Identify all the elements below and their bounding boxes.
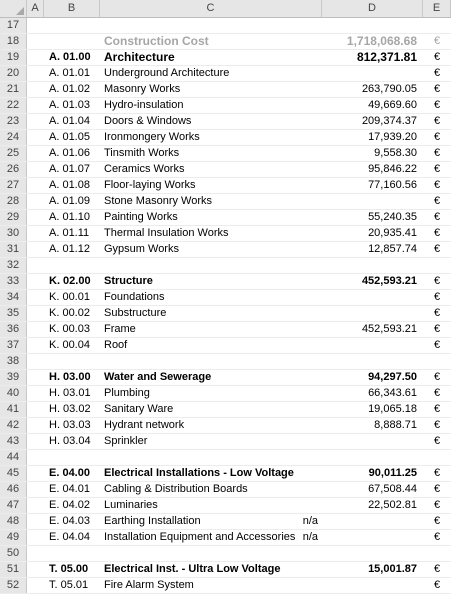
row-number[interactable]: 29: [0, 210, 27, 225]
table-row: [0, 178, 451, 194]
row-number[interactable]: 18: [0, 34, 27, 49]
cell-a[interactable]: [27, 562, 44, 577]
table-row: [0, 354, 451, 370]
description-text: Sprinkler: [104, 435, 148, 447]
cell-code[interactable]: A. 01.05: [49, 131, 90, 143]
cell-value[interactable]: 8,888.71: [374, 419, 417, 431]
table-row: [0, 98, 451, 114]
table-row: [0, 162, 451, 178]
cell-code[interactable]: [44, 34, 100, 49]
cell-code[interactable]: [44, 450, 100, 465]
cell-value[interactable]: 95,846.22: [368, 163, 417, 175]
sheet-rows: [0, 18, 451, 594]
table-row: [0, 82, 451, 98]
cell-value[interactable]: 22,502.81: [368, 499, 417, 511]
row-number[interactable]: 44: [0, 450, 27, 465]
table-row: [0, 498, 451, 514]
table-row: [0, 306, 451, 322]
cell-currency[interactable]: €: [433, 35, 441, 47]
description-text: Roof: [104, 339, 128, 351]
row-number[interactable]: 49: [0, 530, 27, 545]
row-number[interactable]: 40: [0, 386, 27, 401]
description-text: Underground Architecture: [104, 67, 230, 79]
cell-currency[interactable]: €: [433, 243, 441, 255]
row-number[interactable]: 22: [0, 98, 27, 113]
cell-currency[interactable]: €: [433, 499, 441, 511]
description-text: Hydro-insulation: [104, 99, 184, 111]
cell-a[interactable]: [27, 530, 44, 545]
cell-a[interactable]: [27, 386, 44, 401]
table-row: [0, 194, 451, 210]
row-number[interactable]: 32: [0, 258, 27, 273]
cell-code[interactable]: H. 03.03: [49, 419, 91, 431]
cell-currency[interactable]: €: [433, 483, 441, 495]
cell-description[interactable]: [100, 274, 322, 289]
cell-code[interactable]: K. 02.00: [49, 275, 91, 287]
description-text: Installation Equipment and Accessories: [104, 531, 296, 543]
description-text: Cabling & Distribution Boards: [104, 483, 248, 495]
description-text: Ceramics Works: [104, 163, 185, 175]
cell-description[interactable]: [100, 418, 322, 433]
cell-code[interactable]: [44, 18, 100, 33]
table-row: [0, 338, 451, 354]
cell-description[interactable]: [100, 18, 322, 33]
select-all-corner[interactable]: [0, 0, 27, 17]
cell-currency[interactable]: €: [433, 179, 441, 191]
cell-a[interactable]: [27, 450, 44, 465]
table-row: [0, 210, 451, 226]
row-number[interactable]: 50: [0, 546, 27, 561]
cell-a[interactable]: [27, 146, 44, 161]
cell-currency[interactable]: €: [433, 275, 441, 287]
cell-a[interactable]: [27, 18, 44, 33]
description-text: Water and Sewerage: [104, 371, 212, 383]
cell-a[interactable]: [27, 242, 44, 257]
note-text: n/a: [302, 515, 318, 527]
cell-value[interactable]: 452,593.21: [361, 323, 417, 335]
cell-value[interactable]: 77,160.56: [368, 179, 417, 191]
row-number[interactable]: 24: [0, 130, 27, 145]
cell-a[interactable]: [27, 402, 44, 417]
table-row: [0, 274, 451, 290]
table-row: [0, 290, 451, 306]
cell-a[interactable]: [27, 258, 44, 273]
cell-currency[interactable]: €: [433, 211, 441, 223]
cell-description[interactable]: [100, 514, 322, 529]
table-row: [0, 130, 451, 146]
cell-description[interactable]: [100, 546, 322, 561]
row-number[interactable]: 23: [0, 114, 27, 129]
table-row: [0, 242, 451, 258]
row-number[interactable]: 34: [0, 290, 27, 305]
cell-value[interactable]: [322, 306, 423, 321]
description-text: Earthing Installation: [104, 515, 201, 527]
cell-code[interactable]: E. 04.01: [49, 483, 90, 495]
table-row: [0, 530, 451, 546]
table-row: [0, 482, 451, 498]
cell-description[interactable]: [100, 498, 322, 513]
cell-value[interactable]: 1,718,068.68: [346, 34, 417, 48]
cell-value[interactable]: [322, 66, 423, 81]
cell-code[interactable]: A. 01.09: [49, 195, 90, 207]
cell-description[interactable]: [100, 114, 322, 129]
description-text: Electrical Installations - Low Voltage: [104, 467, 294, 479]
row-number[interactable]: 42: [0, 418, 27, 433]
description-text: Electrical Inst. - Ultra Low Voltage: [104, 563, 281, 575]
cell-description[interactable]: [100, 130, 322, 145]
table-row: [0, 226, 451, 242]
table-row: [0, 450, 451, 466]
cell-currency[interactable]: €: [433, 339, 441, 351]
cell-a[interactable]: [27, 82, 44, 97]
cell-currency[interactable]: [423, 18, 451, 33]
description-text: Gypsum Works: [104, 243, 179, 255]
row-number[interactable]: 33: [0, 274, 27, 289]
cell-code[interactable]: T. 05.01: [49, 579, 89, 591]
cell-code[interactable]: [44, 354, 100, 369]
cell-a[interactable]: [27, 370, 44, 385]
cell-code[interactable]: A. 01.03: [49, 99, 90, 111]
column-header-b[interactable]: B: [44, 0, 100, 17]
cell-value[interactable]: [322, 338, 423, 353]
row-number[interactable]: 47: [0, 498, 27, 513]
cell-value[interactable]: 90,011.25: [368, 467, 417, 479]
cell-a[interactable]: [27, 482, 44, 497]
cell-description[interactable]: [100, 34, 322, 49]
row-number[interactable]: 52: [0, 578, 27, 593]
cell-currency[interactable]: €: [433, 323, 441, 335]
table-row: [0, 578, 451, 594]
cell-currency[interactable]: €: [433, 227, 441, 239]
cell-a[interactable]: [27, 514, 44, 529]
cell-code[interactable]: H. 03.04: [49, 435, 91, 447]
cell-description[interactable]: [100, 530, 322, 545]
cell-value[interactable]: 20,935.41: [368, 227, 417, 239]
table-row: [0, 402, 451, 418]
cell-value[interactable]: 812,371.81: [356, 50, 417, 64]
row-number[interactable]: 26: [0, 162, 27, 177]
cell-a[interactable]: [27, 322, 44, 337]
column-header-e[interactable]: E: [423, 0, 451, 17]
row-number[interactable]: 28: [0, 194, 27, 209]
row-number[interactable]: 41: [0, 402, 27, 417]
cell-description[interactable]: [100, 322, 322, 337]
cell-a[interactable]: [27, 498, 44, 513]
cell-a[interactable]: [27, 546, 44, 561]
cell-currency[interactable]: €: [433, 435, 441, 447]
cell-description[interactable]: [100, 354, 322, 369]
table-row: [0, 322, 451, 338]
description-text: Masonry Works: [104, 83, 181, 95]
cell-currency[interactable]: €: [433, 115, 441, 127]
cell-currency[interactable]: €: [433, 371, 441, 383]
cell-code[interactable]: T. 05.00: [49, 563, 89, 575]
cell-code[interactable]: H. 03.02: [49, 403, 91, 415]
cell-code[interactable]: A. 01.04: [49, 115, 90, 127]
cell-description[interactable]: [100, 450, 322, 465]
cell-currency[interactable]: €: [433, 307, 441, 319]
description-text: Frame: [104, 323, 136, 335]
table-row: [0, 546, 451, 562]
description-text: Tinsmith Works: [104, 147, 180, 159]
cell-description[interactable]: [100, 66, 322, 81]
table-row: [0, 50, 451, 66]
column-header-a[interactable]: A: [27, 0, 44, 17]
cell-a[interactable]: [27, 226, 44, 241]
cell-value[interactable]: 67,508.44: [368, 483, 417, 495]
cell-code[interactable]: A. 01.12: [49, 243, 90, 255]
cell-description[interactable]: [100, 50, 322, 65]
cell-value[interactable]: 452,593.21: [361, 275, 417, 287]
cell-currency[interactable]: €: [433, 467, 441, 479]
cell-value[interactable]: 19,065.18: [368, 403, 417, 415]
cell-value[interactable]: [322, 546, 423, 561]
cell-description[interactable]: [100, 434, 322, 449]
note-text: n/a: [302, 531, 318, 543]
cell-description[interactable]: [100, 226, 322, 241]
description-text: Luminaries: [104, 499, 158, 511]
cell-currency[interactable]: €: [433, 163, 441, 175]
table-row: [0, 66, 451, 82]
description-text: Fire Alarm System: [104, 579, 194, 591]
row-number[interactable]: 27: [0, 178, 27, 193]
cell-currency[interactable]: €: [433, 403, 441, 415]
cell-a[interactable]: [27, 114, 44, 129]
table-row: [0, 466, 451, 482]
description-text: Thermal Insulation Works: [104, 227, 229, 239]
cell-description[interactable]: [100, 338, 322, 353]
cell-a[interactable]: [27, 34, 44, 49]
table-row: [0, 562, 451, 578]
cell-description[interactable]: [100, 210, 322, 225]
cell-value[interactable]: [322, 434, 423, 449]
cell-value[interactable]: 209,374.37: [361, 115, 417, 127]
cell-a[interactable]: [27, 290, 44, 305]
cell-currency[interactable]: €: [433, 419, 441, 431]
cell-description[interactable]: [100, 290, 322, 305]
cell-currency[interactable]: [423, 354, 451, 369]
cell-value[interactable]: [322, 514, 423, 529]
row-number[interactable]: 38: [0, 354, 27, 369]
select-all-icon: [16, 7, 24, 15]
table-row: [0, 514, 451, 530]
cell-value[interactable]: [322, 290, 423, 305]
table-row: [0, 418, 451, 434]
cell-description[interactable]: [100, 370, 322, 385]
cell-currency[interactable]: €: [433, 83, 441, 95]
cell-a[interactable]: [27, 130, 44, 145]
row-number[interactable]: 51: [0, 562, 27, 577]
description-text: Substructure: [104, 307, 167, 319]
row-number[interactable]: 21: [0, 82, 27, 97]
cell-a[interactable]: [27, 66, 44, 81]
table-row: [0, 146, 451, 162]
cell-a[interactable]: [27, 578, 44, 593]
cell-code[interactable]: K. 00.04: [49, 339, 90, 351]
table-row: [0, 434, 451, 450]
cell-value[interactable]: 17,939.20: [368, 131, 417, 143]
description-text: Doors & Windows: [104, 115, 192, 127]
cell-currency[interactable]: [423, 258, 451, 273]
cell-description[interactable]: [100, 482, 322, 497]
cell-value[interactable]: [322, 194, 423, 209]
cell-description[interactable]: [100, 162, 322, 177]
description-text: Ironmongery Works: [104, 131, 200, 143]
row-number[interactable]: 25: [0, 146, 27, 161]
row-number[interactable]: 31: [0, 242, 27, 257]
cell-a[interactable]: [27, 98, 44, 113]
cell-currency[interactable]: €: [433, 147, 441, 159]
cell-description[interactable]: [100, 306, 322, 321]
cell-code[interactable]: H. 03.01: [49, 387, 91, 399]
cell-value[interactable]: [322, 354, 423, 369]
cell-description[interactable]: [100, 98, 322, 113]
cell-currency[interactable]: €: [433, 387, 441, 399]
cell-description[interactable]: [100, 178, 322, 193]
description-text: Plumbing: [104, 387, 150, 399]
cell-currency[interactable]: €: [433, 579, 441, 591]
cell-code[interactable]: K. 00.01: [49, 291, 90, 303]
row-number[interactable]: 36: [0, 322, 27, 337]
cell-description[interactable]: [100, 402, 322, 417]
cell-a[interactable]: [27, 178, 44, 193]
description-text: Hydrant network: [104, 419, 185, 431]
table-row: [0, 370, 451, 386]
cell-a[interactable]: [27, 162, 44, 177]
description-text: Floor-laying Works: [104, 179, 196, 191]
row-number[interactable]: 46: [0, 482, 27, 497]
row-number[interactable]: 37: [0, 338, 27, 353]
cell-code[interactable]: E. 04.03: [49, 515, 90, 527]
cell-a[interactable]: [27, 210, 44, 225]
cell-description[interactable]: [100, 258, 322, 273]
cell-currency[interactable]: €: [433, 563, 441, 575]
description-text: Sanitary Ware: [104, 403, 174, 415]
cell-description[interactable]: [100, 386, 322, 401]
cell-value[interactable]: 15,001.87: [368, 563, 417, 575]
cell-code[interactable]: A. 01.08: [49, 179, 90, 191]
description-text: Architecture: [104, 50, 175, 64]
row-number[interactable]: 17: [0, 18, 27, 33]
cell-currency[interactable]: €: [433, 515, 441, 527]
cell-a[interactable]: [27, 306, 44, 321]
description-text: Painting Works: [104, 211, 178, 223]
cell-value[interactable]: 9,558.30: [374, 147, 417, 159]
cell-currency[interactable]: €: [433, 195, 441, 207]
table-row: [0, 114, 451, 130]
cell-code[interactable]: A. 01.06: [49, 147, 90, 159]
table-row: [0, 258, 451, 274]
cell-code[interactable]: E. 04.00: [49, 467, 90, 479]
row-number[interactable]: 35: [0, 306, 27, 321]
cell-currency[interactable]: [423, 450, 451, 465]
table-row: [0, 386, 451, 402]
cell-value[interactable]: 66,343.61: [368, 387, 417, 399]
table-row: [0, 18, 451, 34]
cell-description[interactable]: [100, 466, 322, 481]
cell-code[interactable]: A. 01.11: [49, 227, 90, 239]
cell-value[interactable]: [322, 258, 423, 273]
cell-value[interactable]: 55,240.35: [368, 211, 417, 223]
table-row: [0, 34, 451, 50]
row-number[interactable]: 20: [0, 66, 27, 81]
column-header-bar: [0, 0, 451, 18]
cell-a[interactable]: [27, 434, 44, 449]
description-text: Foundations: [104, 291, 165, 303]
cell-a[interactable]: [27, 50, 44, 65]
cell-currency[interactable]: €: [433, 291, 441, 303]
cell-a[interactable]: [27, 274, 44, 289]
cell-currency[interactable]: €: [433, 131, 441, 143]
cell-value[interactable]: 94,297.50: [368, 371, 417, 383]
cell-value[interactable]: 49,669.60: [368, 99, 417, 111]
cell-currency[interactable]: €: [433, 531, 441, 543]
cell-description[interactable]: [100, 82, 322, 97]
description-text: Structure: [104, 275, 153, 287]
column-header-c[interactable]: C: [100, 0, 322, 17]
cell-value[interactable]: [322, 578, 423, 593]
cell-code[interactable]: E. 04.04: [49, 531, 90, 543]
cell-a[interactable]: [27, 354, 44, 369]
column-header-d[interactable]: D: [322, 0, 423, 17]
description-text: Stone Masonry Works: [104, 195, 213, 207]
cell-code[interactable]: A. 01.00: [49, 51, 91, 63]
cell-currency[interactable]: €: [433, 51, 441, 63]
cell-a[interactable]: [27, 338, 44, 353]
cell-value[interactable]: 263,790.05: [361, 83, 417, 95]
cell-code[interactable]: H. 03.00: [49, 371, 91, 383]
cell-currency[interactable]: [423, 546, 451, 561]
row-number[interactable]: 39: [0, 370, 27, 385]
cell-a[interactable]: [27, 418, 44, 433]
row-number[interactable]: 19: [0, 50, 27, 65]
cell-value[interactable]: 12,857.74: [368, 243, 417, 255]
cell-a[interactable]: [27, 466, 44, 481]
row-number[interactable]: 43: [0, 434, 27, 449]
cell-value[interactable]: [322, 18, 423, 33]
cell-code[interactable]: E. 04.02: [49, 499, 90, 511]
cell-description[interactable]: [100, 578, 322, 593]
cell-code[interactable]: A. 01.01: [49, 67, 90, 79]
cell-description[interactable]: [100, 242, 322, 257]
row-number[interactable]: 45: [0, 466, 27, 481]
cell-code[interactable]: K. 00.02: [49, 307, 90, 319]
cell-currency[interactable]: €: [433, 67, 441, 79]
cell-value[interactable]: [322, 450, 423, 465]
cell-code[interactable]: A. 01.07: [49, 163, 90, 175]
row-number[interactable]: 30: [0, 226, 27, 241]
cell-a[interactable]: [27, 194, 44, 209]
row-number[interactable]: 48: [0, 514, 27, 529]
cell-description[interactable]: [100, 146, 322, 161]
cell-code[interactable]: [44, 258, 100, 273]
cell-value[interactable]: [322, 530, 423, 545]
cell-code[interactable]: K. 00.03: [49, 323, 90, 335]
cell-description[interactable]: [100, 194, 322, 209]
cell-code[interactable]: A. 01.10: [49, 211, 90, 223]
cell-code[interactable]: [44, 546, 100, 561]
cell-description[interactable]: [100, 562, 322, 577]
cell-code[interactable]: A. 01.02: [49, 83, 90, 95]
cell-currency[interactable]: €: [433, 99, 441, 111]
description-text: Construction Cost: [104, 34, 209, 48]
